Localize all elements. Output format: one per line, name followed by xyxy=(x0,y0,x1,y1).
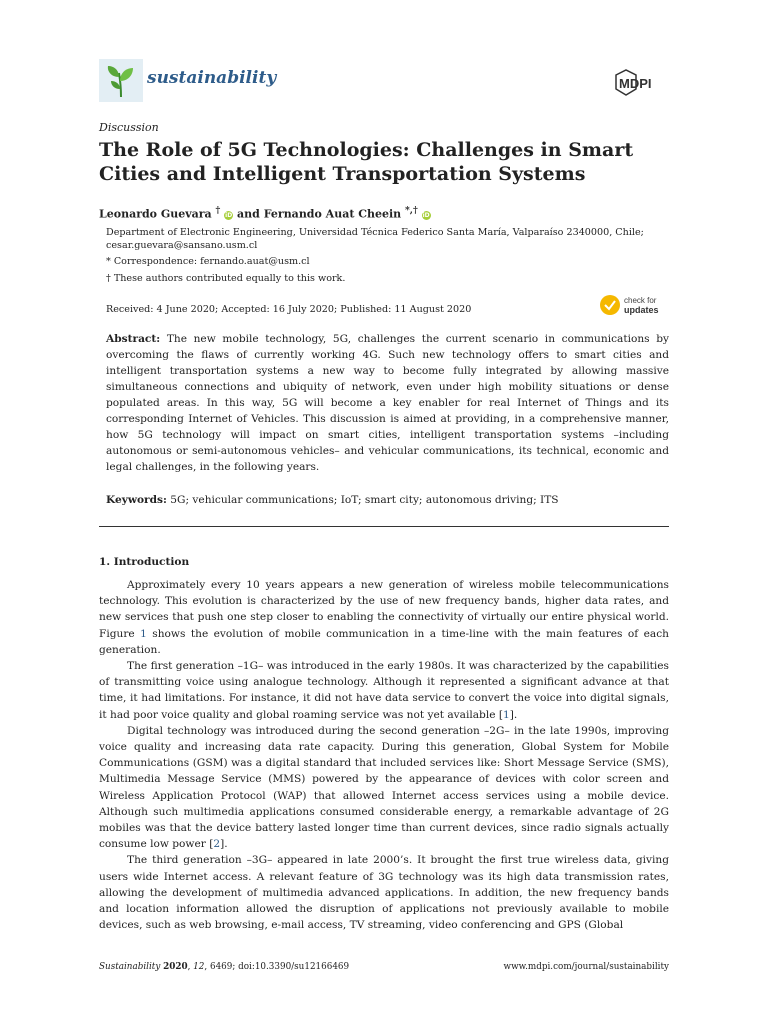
section-heading: 1. Introduction xyxy=(99,556,190,568)
section-body xyxy=(99,577,669,933)
journal-name[interactable]: sustainability xyxy=(147,68,277,88)
publication-dates: Received: 4 June 2020; Accepted: 16 July 2020; Published: 11 August 2020 xyxy=(106,304,472,315)
footer-volume: 12 xyxy=(193,962,205,972)
keywords-label: Keywords: xyxy=(106,494,167,506)
abstract-label: Abstract: xyxy=(106,333,161,345)
article-title: The Role of 5G Technologies: Challenges in Smart Cities and Intelligent Transportation Systems xyxy=(99,139,634,185)
section-divider xyxy=(99,526,669,527)
abstract-text: The new mobile technology, 5G, challenges the current scenario in communications by overcoming the flaws of currently working 4G. Such new technology offers to smart cities and intelligent transportation systems a new way to become fully integrated by allowing massive simultaneous connections and ubiquity of network, even under high mobility situations or dense populated areas. In this way, 5G will become a key enabler for real Internet of Things and its corresponding Internet of Vehicles. This discussion is aimed at providing, in a comprehensive manner, how 5G technology will impact on smart cities, intelligent transportation systems –including autonomous or semi-autonomous vehicles– and vehicular communications, its technical, economic and legal challenges, in the following years. xyxy=(106,333,670,473)
author-connector: and xyxy=(237,207,260,221)
check-updates-icon xyxy=(600,295,620,315)
author-mark: *,† xyxy=(405,205,418,216)
footer-url[interactable]: www.mdpi.com/journal/sustainability xyxy=(503,962,669,972)
citation-link[interactable]: 1 xyxy=(503,708,510,721)
paragraph: The first generation –1G– was introduced in the early 1980s. It was characterized by the capabilities of transmitting voice using analogue technology. Although it represented a significant advance at that time, it had limitations. For instance, it did not have data service to convert the voice into digital signals, it had poor voice quality and global roaming service was not yet available [1]. xyxy=(99,660,669,721)
check-updates-line1: check for xyxy=(624,296,657,305)
figure-link[interactable]: 1 xyxy=(140,627,147,640)
leaf-icon xyxy=(99,59,143,102)
footer-citation: Sustainability 2020, 12, 6469; doi:10.3390/su12166469 xyxy=(99,962,350,972)
paragraph: Digital technology was introduced during the second generation –2G– in the late 1990s, improving voice quality and increasing data rate capacity. During this generation, Global System for Mobile Communications (GSM) was a digital standard that included services like: Short Message Service (SMS), Multimedia Message Service (MMS) powered by the appearance of devices with color screen and Wireless Application Protocol (WAP) that allowed Internet access services using a mobile device. Although such multimedia applications consumed considerable energy, a remarkable advantage of 2G mobiles was that the device battery lasted longer time than current devices, since radio signals actually consume low power [2]. xyxy=(99,724,669,851)
journal-logo xyxy=(99,59,143,102)
equal-contribution-note: † These authors contributed equally to this work. xyxy=(106,273,346,284)
author-mark: † xyxy=(215,205,221,216)
footer-year: 2020 xyxy=(163,962,188,972)
check-for-updates-badge[interactable] xyxy=(599,292,671,320)
author-list xyxy=(99,205,431,221)
mdpi-text: MDPI xyxy=(619,76,652,91)
orcid-icon[interactable]: iD xyxy=(225,211,233,219)
abstract xyxy=(106,331,669,475)
keywords-text: 5G; vehicular communications; IoT; smart city; autonomous driving; ITS xyxy=(170,494,559,506)
orcid-icon[interactable]: iD xyxy=(422,211,430,219)
affiliation: Department of Electronic Engineering, Universidad Técnica Federico Santa María, Valparaíso 2340000, Chile; cesar.guevara@sansano.usm.cl xyxy=(106,227,644,251)
paragraph: Approximately every 10 years appears a new generation of wireless mobile telecommunications technology. This evolution is characterized by the use of new frequency bands, higher data rates, and new services that push one step closer to enabling the connectivity of virtually our entire physical world. Figure 1 shows the evolution of mobile communication in a time-line with the main features of each generation. xyxy=(99,579,669,656)
correspondence: * Correspondence: fernando.auat@usm.cl xyxy=(106,256,310,267)
footer-doi: , 6469; doi:10.3390/su12166469 xyxy=(204,962,350,972)
author-name[interactable]: Fernando Auat Cheein xyxy=(263,207,402,221)
mdpi-logo xyxy=(612,69,668,97)
citation-link[interactable]: 2 xyxy=(213,838,221,851)
author-name[interactable]: Leonardo Guevara xyxy=(99,207,212,221)
check-updates-line2: updates xyxy=(624,305,659,315)
keywords xyxy=(106,492,669,508)
footer-journal: Sustainability xyxy=(99,962,161,972)
article-type: Discussion xyxy=(99,121,159,134)
paragraph: The third generation –3G– appeared in late 2000’s. It brought the first true wireless data, giving users wide Internet access. A relevant feature of 3G technology was its high data transmission rates, allowing the development of multimedia advanced applications. In addition, the new frequency bands and location information allowed the disruption of applications not previously available to mobile devices, such as web browsing, e-mail access, TV streaming, video conferencing and GPS (Global xyxy=(99,854,669,932)
